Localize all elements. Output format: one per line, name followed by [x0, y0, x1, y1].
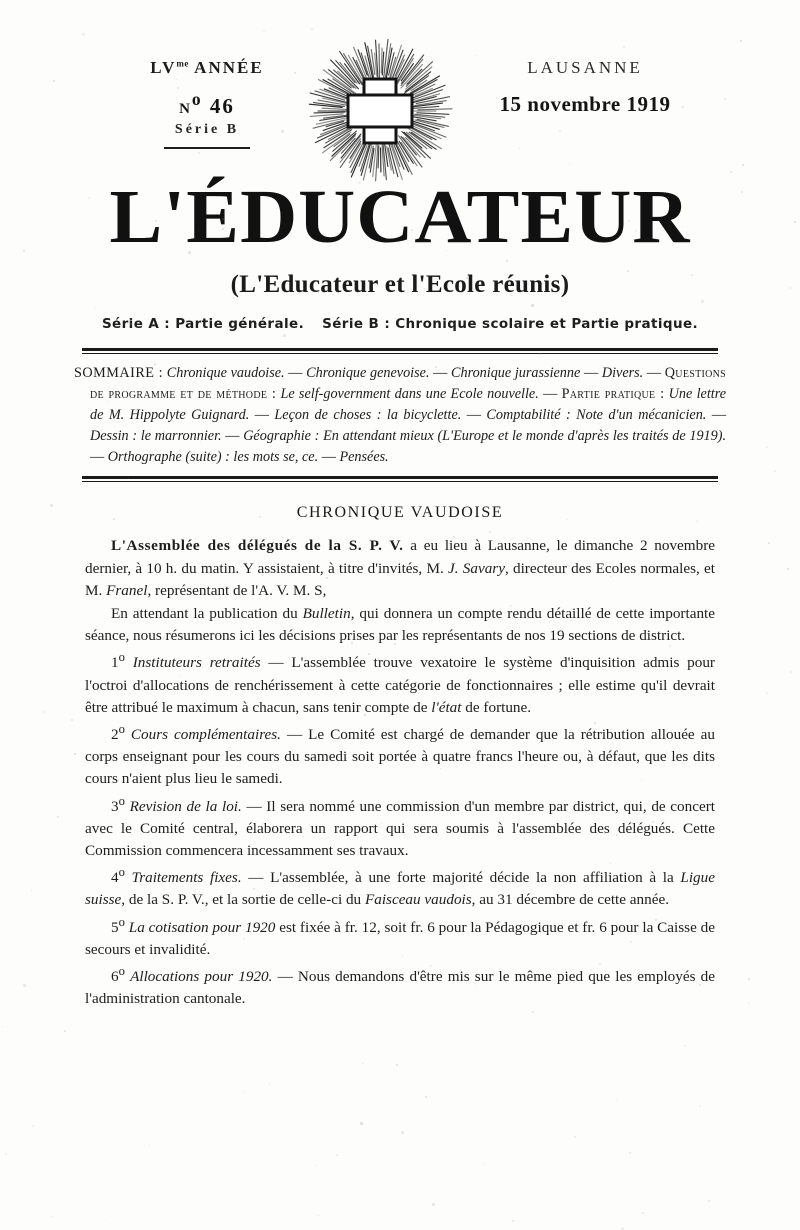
- volume-year: [92, 58, 322, 78]
- summary-contents: Chronique vaudoise. — Chronique genevoise. — Chronique jurassienne — Divers. — Questions de programme et de méthode : Le self-government dans une Ecole nouvelle. — Partie pratique : Une lettre de M. Hippolyte Guignard. — Leçon de choses : la bicyclette. — Comptabilité : Note d'un mécanicien. — Dessin : le marronnier. — Géographie : En attendant mieux (L'Europe et le monde d'après les traités de 1919). — Orthographe (suite) : les mots se, ce. — Pensées.: [90, 365, 727, 465]
- swiss-cross-sunburst-icon: [305, 36, 455, 186]
- summary-label: SOMMAIRE :: [74, 365, 164, 381]
- item-5-cotisation-1920: 5$^o$ La cotisation pour 1920 est fixée à fr. 12, soit fr. 6 pour la Pédagogique et fr. 6 pour la Caisse de secours et invalidité.: [85, 914, 715, 958]
- issue-number-value: 46: [209, 94, 235, 118]
- volume-year-suffix: me: [176, 58, 189, 69]
- title-block: [0, 175, 800, 332]
- issue-number-prefix-sup: o: [191, 89, 203, 109]
- volume-year-number: LV: [150, 58, 177, 77]
- series-a-label: Série A : Partie générale.: [101, 316, 305, 332]
- issue-number-line: [92, 89, 322, 119]
- masthead-series: Série B: [174, 122, 240, 137]
- masthead-left-block: [92, 58, 322, 149]
- item-6-allocations-1920: 6$^o$ Allocations pour 1920. — Nous demandons d'être mis sur le même pied que les employés de l'administration cantonale.: [85, 964, 715, 1008]
- item-2-cours-complementaires: 2$^o$ Cours complémentaires. — Le Comité est chargé de demander que la rétribution allouée au corps enseignant pour les cours du samedi soit portée à quatre francs l'heure ou, à défaut, que les dits cours n'aient plus lieu le samedi.: [85, 721, 715, 788]
- article-heading: CHRONIQUE VAUDOISE: [296, 504, 504, 522]
- assemblee-intro: L'Assemblée des délégués de la S. P. V. a eu lieu à Lausanne, le dimanche 2 novembre dernier, à 10 h. du matin. Y assistaient, à titre d'invités, M. J. Savary, directeur des Ecoles normales, et M. Franel, représentant de l'A. V. M. S,: [85, 537, 716, 599]
- series-b-label: Série B : Chronique scolaire et Partie pratique.: [322, 316, 699, 332]
- summary-block: [74, 363, 726, 467]
- bulletin-paragraph: En attendant la publication du Bulletin, qui donnera un compte rendu détaillé de cette importante séance, nous résumerons ici les décisions prises par les représentants de nos 19 sections de district.: [85, 604, 715, 645]
- article-body: [85, 482, 715, 1010]
- publication-date: 15 novembre 1919: [499, 92, 671, 116]
- divider-above-summary: [82, 348, 718, 354]
- page-title: L'ÉDUCATEUR: [109, 175, 691, 259]
- volume-year-word: ANNÉE: [194, 58, 264, 77]
- series-description-line: [0, 316, 800, 332]
- item-1-instituteurs-retraites: 1$^o$ Instituteurs retraités — L'assemblée trouve vexatoire le système d'inquisition admis pour l'octroi d'allocations de renchérissement à cette catégorie de fonctionnaires ; elle estime qu'il devrait être attribué le maximum à chacun, sans tenir compte de l'état de fortune.: [85, 650, 715, 716]
- masthead-right-block: [455, 58, 715, 117]
- page-subtitle: (L'Educateur et l'Ecole réunis): [230, 271, 570, 298]
- issue-number-prefix: N: [179, 101, 192, 117]
- publication-city: LAUSANNE: [527, 58, 643, 77]
- item-4-traitements-fixes: 4$^o$ Traitements fixes. — L'assemblée, à une forte majorité décide la non affiliation à la Ligue suisse, de la S. P. V., et la sortie de celle-ci du Faisceau vaudois, au 31 décembre de cette année.: [85, 865, 715, 909]
- masthead: [0, 0, 800, 175]
- masthead-short-rule: [164, 147, 250, 149]
- article-paragraph-list: [85, 535, 715, 1010]
- item-3-revision-de-la-loi: 3$^o$ Revision de la loi. — Il sera nommé une commission d'un membre par district, qui, de concert avec le Comité central, élaborera un rapport qui sera soumis à l'assemblée des délégués. Cette Commission commencera incessamment ses travaux.: [85, 793, 715, 859]
